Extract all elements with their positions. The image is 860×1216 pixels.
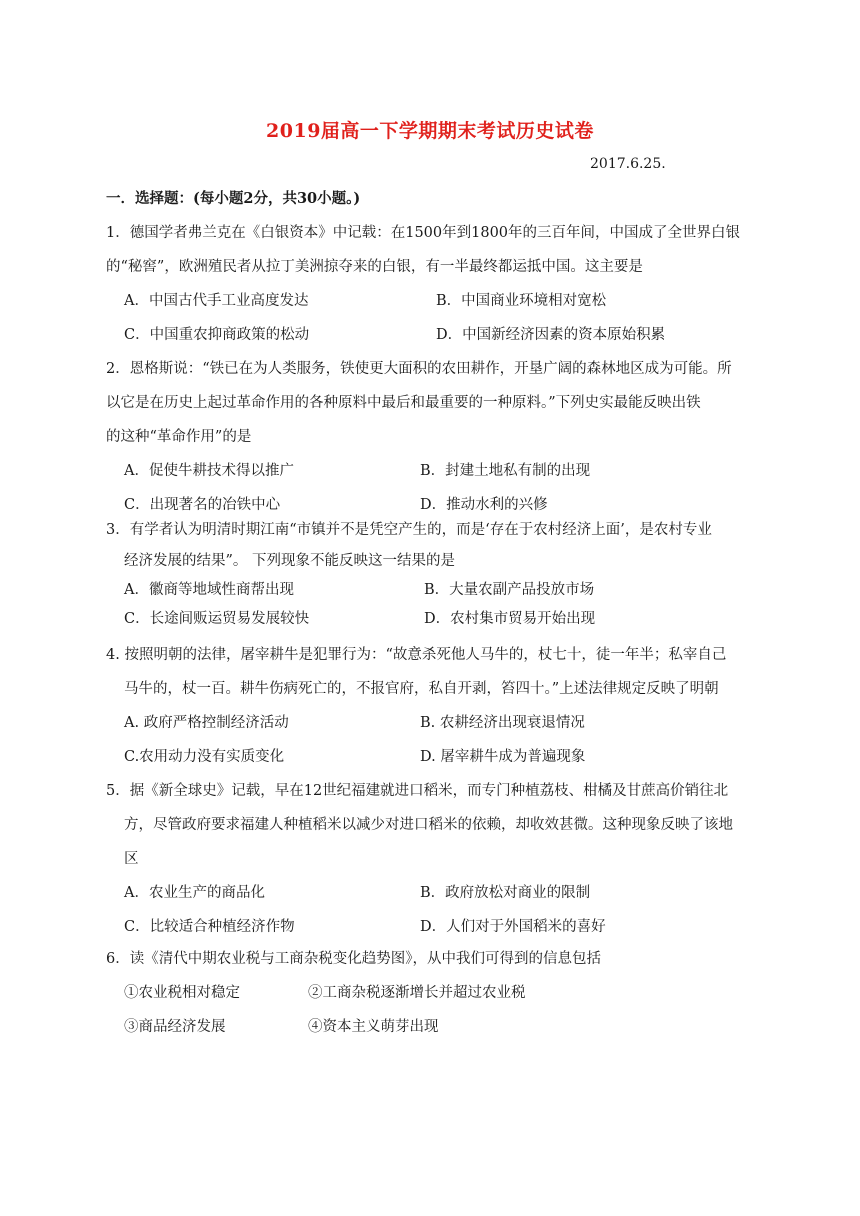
- question-6-statement-2: ②工商杂税逐渐增长并超过农业税: [308, 985, 526, 1001]
- question-3-line-1: 3．有学者认为明清时期江南“市镇并不是凭空产生的，而是‘存在于农村经济上面’，是农村专业: [106, 522, 712, 538]
- exam-title: 2019届高一下学期期末考试历史试卷: [266, 120, 594, 142]
- question-5-option-b: B．政府放松对商业的限制: [420, 885, 591, 901]
- question-6-statement-1: ①农业税相对稳定: [124, 985, 240, 1001]
- question-4-line-2: 马牛的，杖一百。耕牛伤病死亡的，不报官府，私自开剥，笞四十。”上述法律规定反映了明朝: [124, 681, 719, 697]
- question-6-line-1: 6．读《清代中期农业税与工商杂税变化趋势图》，从中我们可得到的信息包括: [106, 951, 601, 967]
- question-1-line-2: 的“秘窖”，欧洲殖民者从拉丁美洲掠夺来的白银，有一半最终都运抵中国。这主要是: [106, 259, 643, 275]
- question-3-option-a: A．徽商等地域性商帮出现: [124, 582, 294, 598]
- question-4-option-c: C.农用动力没有实质变化: [124, 749, 285, 765]
- question-1-option-d: D．中国新经济因素的资本原始积累: [436, 327, 666, 343]
- question-3-line-2: 经济发展的结果”。 下列现象不能反映这一结果的是: [124, 553, 456, 569]
- question-2-option-a: A．促使牛耕技术得以推广: [124, 463, 294, 479]
- question-4-option-d: D. 屠宰耕牛成为普遍现象: [420, 749, 586, 765]
- question-5-line-1: 5．据《新全球史》记载，早在12世纪福建就进口稻米，而专门种植荔枝、柑橘及甘蔗高价销往北: [106, 783, 729, 799]
- question-5-option-d: D．人们对于外国稻米的喜好: [420, 919, 606, 935]
- exam-date: 2017.6.25.: [590, 156, 666, 172]
- question-6-statement-4: ④资本主义萌芽出现: [308, 1019, 439, 1035]
- question-2-line-3: 的这种“革命作用”的是: [106, 429, 252, 445]
- question-1-line-1: 1．德国学者弗兰克在《白银资本》中记载：在1500年到1800年的三百年间，中国成了全世界白银: [106, 225, 741, 241]
- section-heading: 一．选择题：(每小题2分，共30小题。): [106, 190, 361, 207]
- question-1-option-a: A．中国古代手工业高度发达: [124, 293, 309, 309]
- question-4-line-1: 4. 按照明朝的法律，屠宰耕牛是犯罪行为：“故意杀死他人马牛的，杖七十，徒一年半；私宰自己: [106, 647, 727, 663]
- question-6-statement-3: ③商品经济发展: [124, 1019, 226, 1035]
- question-5-line-2: 方，尽管政府要求福建人种植稻米以减少对进口稻米的依赖，却收效甚微。这种现象反映了该地: [124, 817, 733, 833]
- question-2-option-b: B．封建土地私有制的出现: [420, 463, 591, 479]
- question-2-line-1: 2．恩格斯说：“铁已在为人类服务，铁使更大面积的农田耕作，开垦广阔的森林地区成为可能。所: [106, 361, 732, 377]
- question-5-line-3: 区: [124, 851, 139, 867]
- question-3-option-d: D．农村集市贸易开始出现: [424, 611, 596, 627]
- question-3-option-c: C．长途间贩运贸易发展较快: [124, 611, 310, 627]
- question-1-option-b: B．中国商业环境相对宽松: [436, 293, 607, 309]
- question-2-option-c: C．出现著名的冶铁中心: [124, 497, 281, 513]
- question-1-option-c: C．中国重农抑商政策的松动: [124, 327, 310, 343]
- question-5-option-a: A．农业生产的商品化: [124, 885, 265, 901]
- question-3-option-b: B．大量农副产品投放市场: [424, 582, 595, 598]
- question-2-option-d: D．推动水利的兴修: [420, 497, 548, 513]
- question-4-option-a: A. 政府严格控制经济活动: [124, 715, 289, 731]
- question-2-line-2: 以它是在历史上起过革命作用的各种原料中最后和最重要的一种原料。”下列史实最能反映出铁: [106, 395, 701, 411]
- question-5-option-c: C．比较适合种植经济作物: [124, 919, 295, 935]
- question-4-option-b: B. 农耕经济出现衰退情况: [420, 715, 585, 731]
